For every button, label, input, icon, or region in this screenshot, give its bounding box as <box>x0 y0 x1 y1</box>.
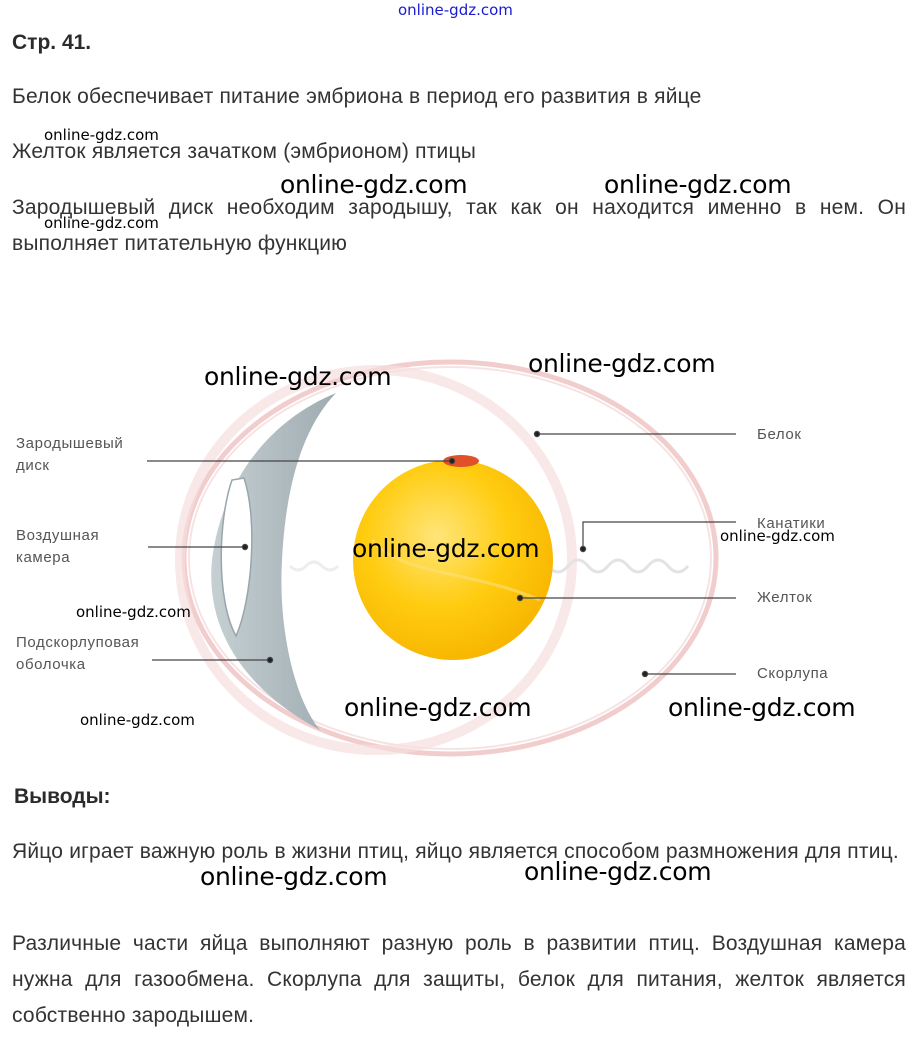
watermark: online-gdz.com <box>720 527 835 545</box>
watermark: online-gdz.com <box>352 534 540 563</box>
label-air-cell: Воздушная камера <box>16 527 100 566</box>
conclusion-2: Различные части яйца выполняют разную роль в развитии птиц. Воздушная камера нужна для газообмена. Скорлупа для защиты, белок для питания, желток является собственно зародышем. <box>12 932 906 1027</box>
conclusion-1: Яйцо играет важную роль в жизни птиц, яйцо является способом размножения для птиц. <box>12 840 899 863</box>
label-shell: Скорлупа <box>757 665 829 682</box>
paragraph-albumen: Белок обеспечивает питание эмбриона в период его развития в яйце <box>12 85 702 108</box>
watermark: online-gdz.com <box>204 362 392 391</box>
paragraph-germinal-disc: Зародышевый диск необходим зародышу, так как он находится именно в нем. Он выполняет питательную функцию <box>12 196 906 255</box>
watermark: online-gdz.com <box>344 693 532 722</box>
watermark: online-gdz.com <box>76 603 191 621</box>
page-reference: Стр. 41. <box>12 31 92 54</box>
conclusions-heading: Выводы: <box>14 785 111 808</box>
label-germinal-disc: Зародышевый диск <box>16 435 124 474</box>
watermark: online-gdz.com <box>200 862 388 891</box>
watermark: online-gdz.com <box>280 170 468 199</box>
watermark: online-gdz.com <box>668 693 856 722</box>
watermark: online-gdz.com <box>524 857 712 886</box>
watermark: online-gdz.com <box>44 214 159 232</box>
paragraph-yolk: Желток является зачатком (эмбрионом) птицы <box>12 140 477 163</box>
label-albumen: Белок <box>757 426 802 443</box>
label-shell-membrane: Подскорлуповая оболочка <box>16 634 140 673</box>
watermark: online-gdz.com <box>80 711 195 729</box>
watermark: online-gdz.com <box>528 349 716 378</box>
watermark: online-gdz.com <box>44 126 159 144</box>
watermark: online-gdz.com <box>604 170 792 199</box>
site-link[interactable]: online-gdz.com <box>398 1 513 19</box>
label-yolk: Желток <box>757 589 813 606</box>
label-chalazae: Канатики <box>757 515 826 532</box>
